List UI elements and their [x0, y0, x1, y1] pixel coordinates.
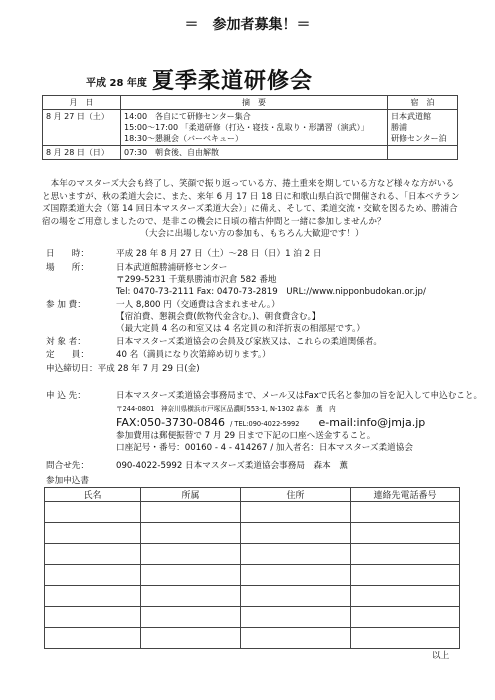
fee-row: [46, 299, 280, 311]
form-cell[interactable]: [241, 523, 351, 544]
fee-value: 一人 8,800 円（交通費は含まれません。）: [116, 300, 280, 310]
form-cell[interactable]: [45, 502, 141, 523]
form-cell[interactable]: [351, 628, 460, 649]
schedule-table: [42, 95, 458, 160]
application-form-table: [44, 487, 460, 649]
form-cell[interactable]: [241, 607, 351, 628]
header-date: 月 日: [43, 96, 121, 110]
day2-date: 8 月 28 日（日）: [43, 146, 121, 160]
form-cell[interactable]: [141, 586, 241, 607]
form-cell[interactable]: [45, 586, 141, 607]
target-row: [46, 336, 382, 348]
form-cell[interactable]: [351, 544, 460, 565]
form-row: [45, 565, 460, 586]
form-cell[interactable]: [141, 565, 241, 586]
day1-items: [121, 110, 388, 146]
day2-lodging: [388, 146, 458, 160]
form-cell[interactable]: [241, 586, 351, 607]
day2-item: 07:30 朝食後、自由解散: [121, 146, 388, 160]
form-cell[interactable]: [141, 628, 241, 649]
payment-account: 口座記号・番号：00160 - 4 - 414267 / 加入者名：日本マスターズ柔道協会: [116, 443, 413, 453]
form-header-name: 氏名: [45, 488, 141, 502]
form-cell[interactable]: [45, 628, 141, 649]
date-label: 日 時：: [46, 249, 89, 259]
schedule-item: 15:00～17:00 「柔道研修（打込・寝技・乱取り・形講習（演武）」: [124, 123, 369, 132]
end-mark: 以上: [432, 651, 450, 661]
page-title: 夏季柔道研修会: [152, 69, 314, 94]
form-row: [45, 544, 460, 565]
form-row: [45, 628, 460, 649]
recruitment-banner: ＝ 参加者募集！＝: [184, 17, 311, 33]
form-row: [45, 523, 460, 544]
apply-instructions: 日本マスターズ柔道協会事務局まで、メール又はFaxで氏名と参加の旨を記入して申込むこと。: [116, 391, 483, 401]
form-row: [45, 586, 460, 607]
form-cell[interactable]: [351, 586, 460, 607]
form-header-phone: 連絡先電話番号: [351, 488, 460, 502]
place-label: 場 所：: [46, 263, 89, 273]
date-value: 平成 28 年 8 月 27 日（土）～28 日（日）1 泊 2 日: [116, 249, 322, 259]
email-address[interactable]: e-mail:info@jmja.jp: [318, 416, 426, 429]
schedule-item: 18:30～懇親会（バーベキュー）: [124, 134, 244, 143]
deadline: 申込締切日：平成 28 年 7 月 29 日(金): [46, 364, 200, 374]
intro-text: [42, 178, 462, 241]
place-address: 〒299-5231 千葉県勝浦市沢倉 582 番地: [116, 275, 277, 285]
form-cell[interactable]: [241, 544, 351, 565]
form-cell[interactable]: [241, 628, 351, 649]
form-cell[interactable]: [141, 607, 241, 628]
lodging-line: 研修センター泊: [391, 134, 447, 143]
form-row: [45, 502, 460, 523]
contact-value: 090-4022-5992 日本マスターズ柔道協会事務局 森本 薫: [116, 461, 348, 471]
capacity-row: [46, 349, 271, 361]
form-cell[interactable]: [351, 607, 460, 628]
fax-number: FAX:050-3730-0846: [116, 416, 226, 429]
form-cell[interactable]: [241, 565, 351, 586]
form-cell[interactable]: [141, 523, 241, 544]
schedule-item: 14:00 各自にて研修センター集合: [124, 112, 251, 121]
form-cell[interactable]: [45, 565, 141, 586]
day1-lodging: [388, 110, 458, 146]
form-header-affiliation: 所属: [141, 488, 241, 502]
intro-note: （大会に出場しない方の参加も、もちろん大歓迎です！）: [140, 229, 364, 240]
form-cell[interactable]: [45, 607, 141, 628]
form-cell[interactable]: [45, 523, 141, 544]
apply-contact-line: [116, 414, 425, 431]
form-row: [45, 607, 460, 628]
form-cell[interactable]: [241, 502, 351, 523]
target-label: 対 象 者：: [46, 337, 86, 347]
form-cell[interactable]: [141, 502, 241, 523]
fee-label: 参 加 費：: [46, 300, 86, 310]
date-row: [46, 248, 321, 260]
form-cell[interactable]: [141, 544, 241, 565]
apply-address: 〒244-0801 神奈川県横浜市戸塚区品濃町553-1, N-1302 森本 薫 内: [116, 405, 336, 413]
form-caption: 参加申込書: [46, 476, 89, 486]
header-summary: 摘 要: [121, 96, 388, 110]
tel-number: / TEL:090-4022-5992: [230, 420, 300, 428]
capacity-label: 定 員：: [46, 350, 89, 360]
place-row: [46, 262, 227, 274]
lodging-line: 日本武道館: [391, 112, 431, 121]
contact-label: 問合せ先：: [46, 461, 89, 471]
intro-paragraph: 本年のマスターズ大会も終了し、笑顔で振り返っている方、捲土重来を期している方など様々な方がいると思いますが、秋の柔道大会に、また、来年 6 月 17 日 18 日に和歌山県白浜で開催される、「日本ベテランズ国際柔道大会（第 14 回日本マスターズ柔道大会）」に備え、そして、柔道交流・交歓を図るため、勝浦合宿の場をご用意しましたので、是非この機会に日頃の稽古仲間と一緒に参加しませんか？: [42, 179, 460, 227]
place-contact: Tel: 0470-73-2111 Fax: 0470-73-2819 URL://www.nipponbudokan.or.jp/: [116, 287, 426, 297]
fiscal-year: 平成 28 年度: [86, 78, 147, 89]
lodging-line: 勝浦: [391, 123, 407, 132]
form-cell[interactable]: [351, 565, 460, 586]
form-header-address: 住所: [241, 488, 351, 502]
target-value: 日本マスターズ柔道協会の会員及び家族又は、これらの柔道関係者。: [116, 337, 382, 347]
contact-row: [46, 460, 348, 472]
fee-includes: 【宿泊費、懇親会費(飲物代金含む。)、朝食費含む。】: [116, 312, 321, 322]
fee-room-note: （最大定員 4 名の和室又は 4 名定員の和洋折衷の相部屋です。）: [116, 324, 365, 334]
header-lodging: 宿 泊: [388, 96, 458, 110]
apply-row: [46, 390, 482, 402]
day1-date: 8 月 27 日（土）: [43, 110, 121, 146]
place-name: 日本武道館勝浦研修センター: [116, 263, 228, 273]
form-cell[interactable]: [45, 544, 141, 565]
form-cell[interactable]: [351, 523, 460, 544]
payment-note: 参加費用は郵便振替で 7 月 29 日まで下記の口座へ送金すること。: [116, 431, 376, 441]
apply-label: 申 込 先：: [46, 391, 86, 401]
capacity-value: 40 名（満員になり次第締め切ります。）: [116, 350, 271, 360]
form-cell[interactable]: [351, 502, 460, 523]
